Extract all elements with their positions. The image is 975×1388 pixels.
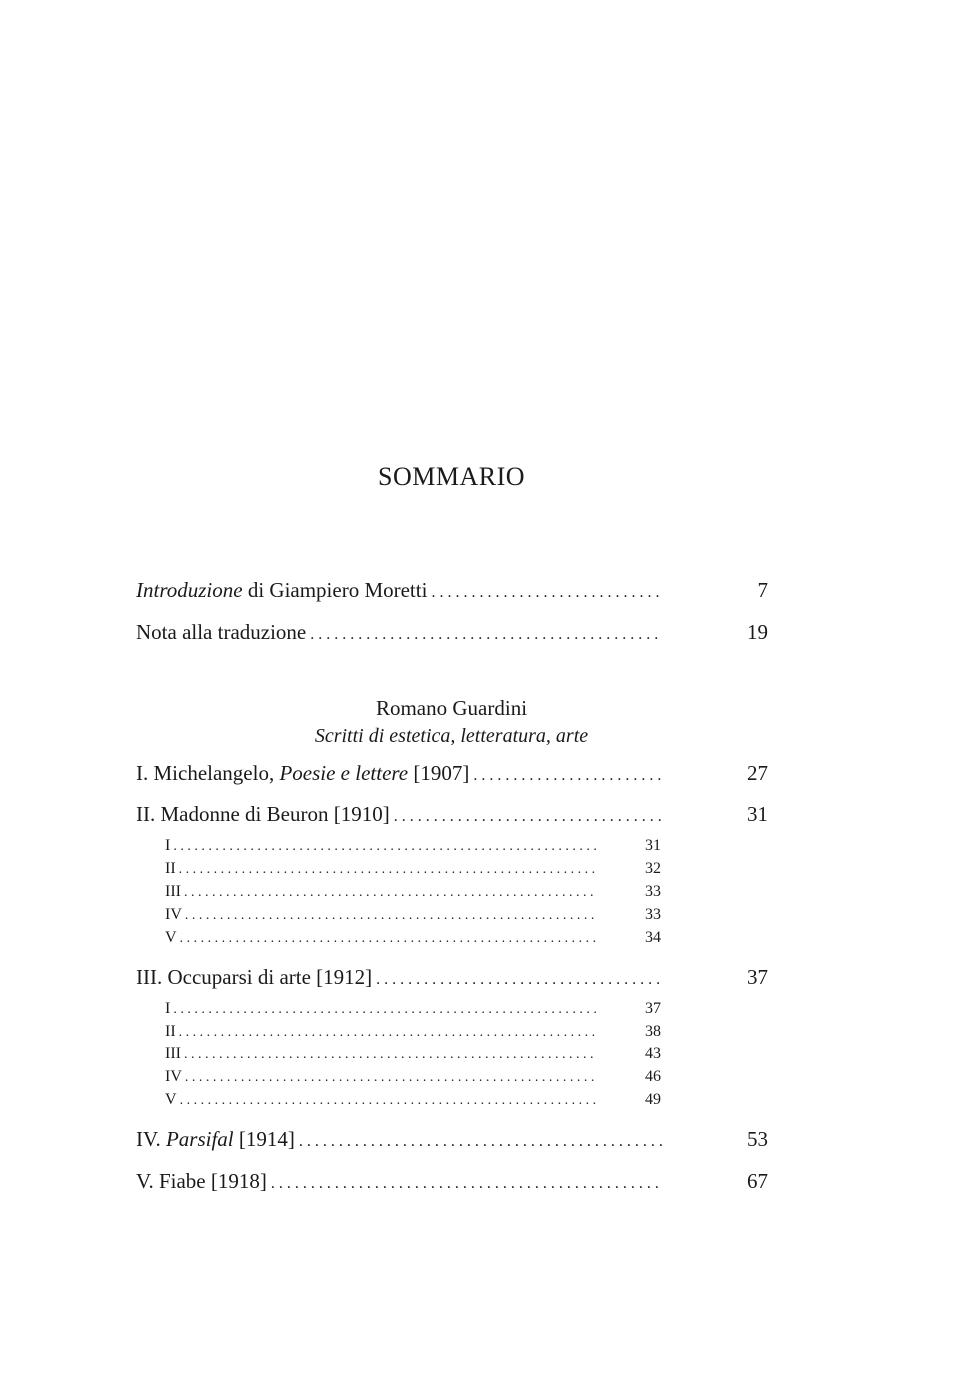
- page-number: 37: [747, 965, 768, 989]
- toc-entry-translation-note[interactable]: [136, 620, 768, 650]
- page-number: 67: [747, 1169, 768, 1193]
- toc-entry-introduction[interactable]: [136, 578, 768, 608]
- entry-label: I. Michelangelo, Poesie e lettere [1907]: [136, 761, 470, 785]
- page-title: SOMMARIO: [377, 462, 526, 491]
- dot-leader: [173, 1002, 597, 1018]
- dot-leader: [271, 1175, 662, 1193]
- page-number: 37: [645, 1000, 661, 1017]
- toc-entry-chapter-4[interactable]: [136, 1127, 768, 1157]
- page-number: 33: [645, 883, 661, 900]
- page-number: 27: [747, 761, 768, 785]
- toc-subentry[interactable]: [165, 883, 661, 905]
- dot-leader: [179, 1025, 597, 1041]
- page-number: 53: [747, 1127, 768, 1151]
- dot-leader: [184, 885, 597, 901]
- page-number: 31: [645, 837, 661, 854]
- dot-leader: [173, 839, 597, 855]
- dot-leader: [180, 1093, 597, 1109]
- author-name: Romano Guardini: [375, 696, 528, 720]
- dot-leader: [376, 971, 662, 989]
- entry-label: Introduzione di Giampiero Moretti: [136, 578, 428, 602]
- toc-subentry[interactable]: [165, 1091, 661, 1113]
- dot-leader: [310, 626, 662, 644]
- work-title: Scritti di estetica, letteratura, arte: [314, 725, 589, 747]
- dot-leader: [431, 584, 662, 602]
- toc-subentry[interactable]: [165, 1068, 661, 1090]
- toc-entry-chapter-3[interactable]: [136, 965, 768, 995]
- dot-leader: [394, 808, 662, 826]
- entry-label: IV. Parsifal [1914]: [136, 1127, 295, 1151]
- toc-subentry[interactable]: [165, 929, 661, 951]
- toc-subentry[interactable]: [165, 1000, 661, 1022]
- toc-subentry[interactable]: [165, 1045, 661, 1067]
- toc-subentry[interactable]: [165, 860, 661, 882]
- toc-subentry[interactable]: [165, 837, 661, 859]
- toc-subentry[interactable]: [165, 906, 661, 928]
- section-label: II: [165, 860, 176, 877]
- section-label: IV: [165, 906, 182, 923]
- toc-entry-chapter-5[interactable]: [136, 1169, 768, 1199]
- section-label: III: [165, 883, 181, 900]
- entry-label: Nota alla traduzione: [136, 620, 307, 644]
- dot-leader: [473, 767, 662, 785]
- page-number: 19: [747, 620, 768, 644]
- section-label: V: [165, 1091, 177, 1108]
- toc-entry-chapter-1[interactable]: [136, 761, 768, 791]
- section-label: IV: [165, 1068, 182, 1085]
- page-number: 31: [747, 802, 768, 826]
- page-number: 33: [645, 906, 661, 923]
- page-number: 32: [645, 860, 661, 877]
- section-label: II: [165, 1023, 176, 1040]
- page-number: 46: [645, 1068, 661, 1085]
- dot-leader: [179, 862, 597, 878]
- dot-leader: [185, 908, 597, 924]
- page-number: 49: [645, 1091, 661, 1108]
- section-label: I: [165, 1000, 171, 1017]
- section-label: III: [165, 1045, 181, 1062]
- dot-leader: [180, 931, 597, 947]
- entry-label: II. Madonne di Beuron [1910]: [136, 802, 390, 826]
- toc-subentry[interactable]: [165, 1023, 661, 1045]
- page-number: 38: [645, 1023, 661, 1040]
- entry-label: V. Fiabe [1918]: [136, 1169, 267, 1193]
- page-number: 7: [757, 578, 768, 602]
- toc-entry-chapter-2[interactable]: [136, 802, 768, 832]
- dot-leader: [184, 1047, 597, 1063]
- section-label: V: [165, 929, 177, 946]
- dot-leader: [299, 1133, 662, 1151]
- entry-label: III. Occuparsi di arte [1912]: [136, 965, 373, 989]
- page-number: 43: [645, 1045, 661, 1062]
- author-heading: [0, 694, 903, 750]
- section-label: I: [165, 837, 171, 854]
- page-number: 34: [645, 929, 661, 946]
- dot-leader: [185, 1070, 597, 1086]
